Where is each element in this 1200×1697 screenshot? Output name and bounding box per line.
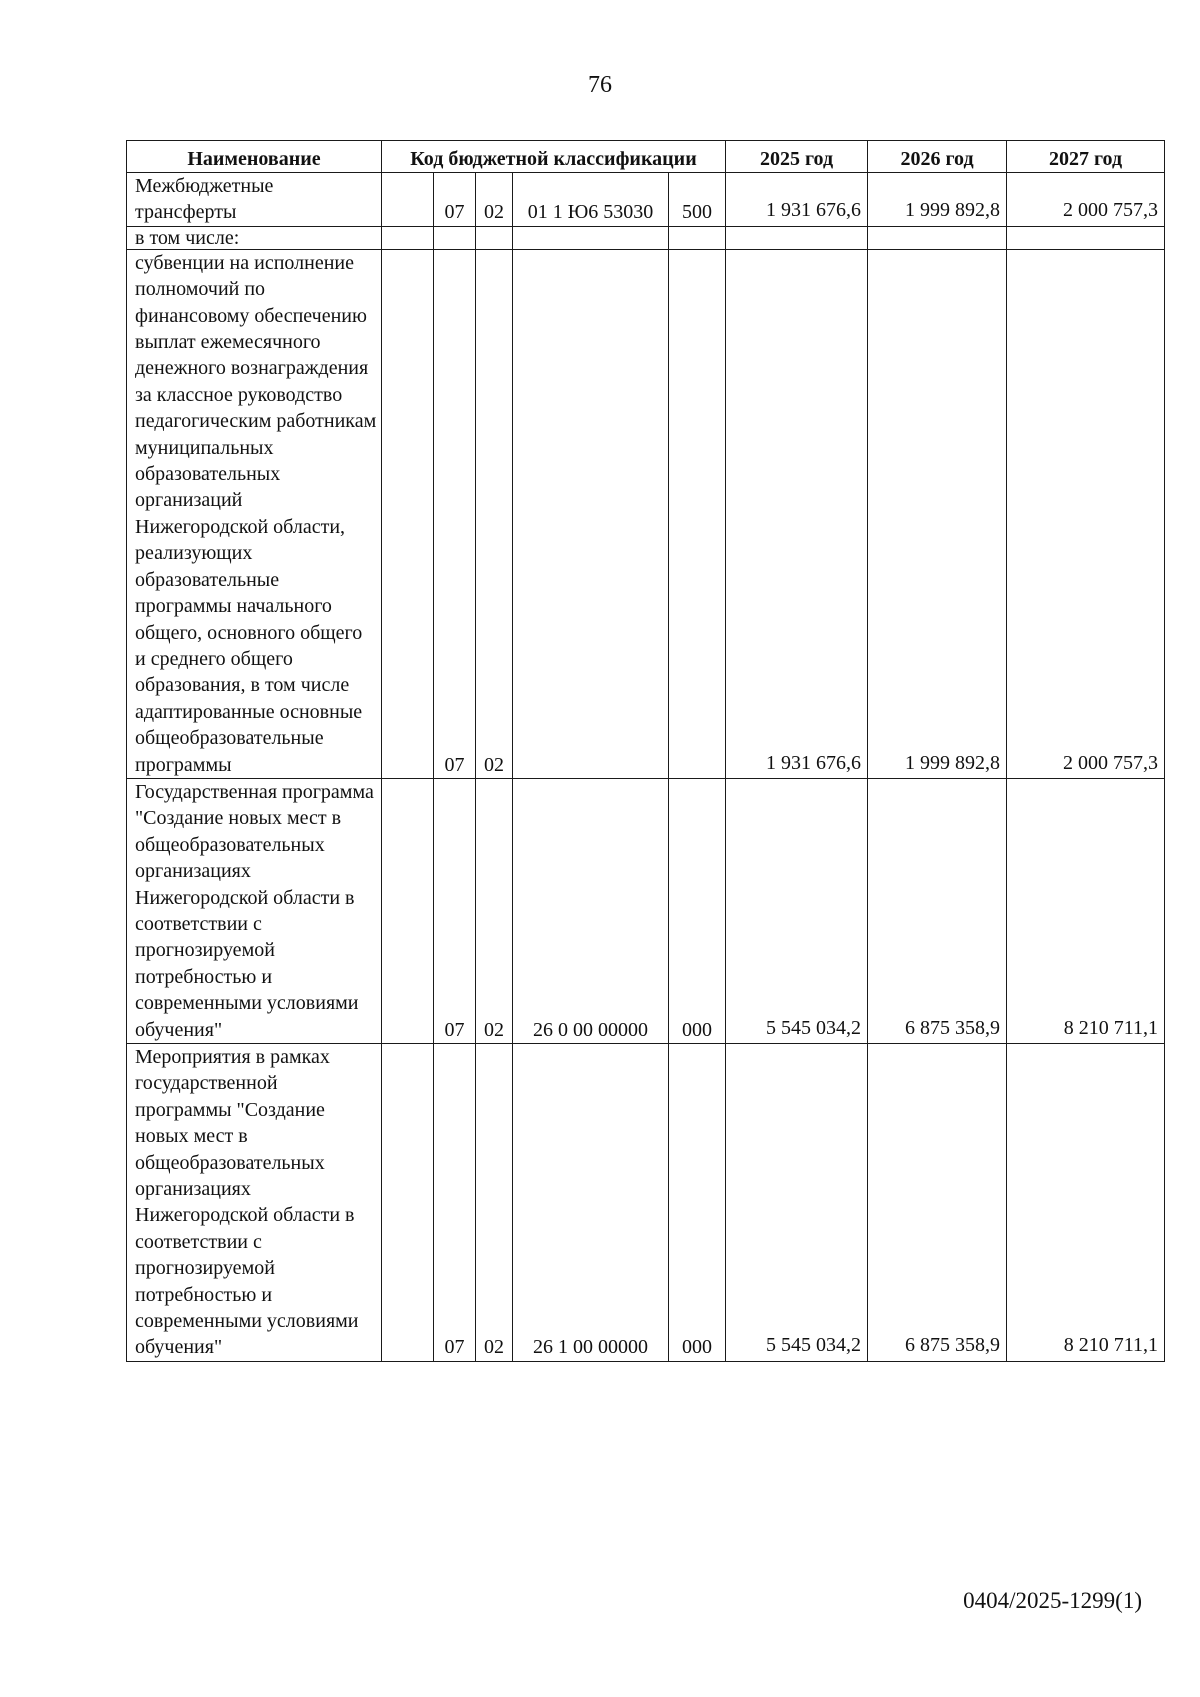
code-section [434,226,476,249]
table-header-row [127,141,1165,173]
code-col-1 [382,249,434,778]
table-row [127,226,1165,249]
code-expense-type [669,249,726,778]
code-col-1 [382,778,434,1043]
header-2026: 2026 год [868,141,1007,173]
code-target-article: 26 0 00 00000 [513,778,669,1043]
value-2026 [868,226,1007,249]
header-code: Код бюджетной классификации [382,141,726,173]
value-2027: 8 210 711,1 [1007,778,1165,1043]
row-name: Мероприятия в рамках государственной программы "Создание новых мест в общеобразовательных организациях Нижегородской области в соответствии с прогнозируемой потребностью и современными условиями обучения" [127,1044,382,1362]
code-expense-type: 500 [669,173,726,227]
row-name: Межбюджетные трансферты [127,173,382,227]
code-target-article [513,226,669,249]
code-expense-type: 000 [669,778,726,1043]
value-2027 [1007,226,1165,249]
code-expense-type [669,226,726,249]
value-2025: 1 931 676,6 [726,173,868,227]
value-2026: 1 999 892,8 [868,173,1007,227]
table-row [127,1044,1165,1362]
code-subsection: 02 [476,249,513,778]
code-col-1 [382,1044,434,1362]
header-2025: 2025 год [726,141,868,173]
code-section: 07 [434,173,476,227]
table-row [127,778,1165,1043]
header-name: Наименование [127,141,382,173]
code-section: 07 [434,249,476,778]
value-2025: 1 931 676,6 [726,249,868,778]
row-name: Государственная программа "Создание новых мест в общеобразовательных организациях Нижегородской области в соответствии с прогнозируемой потребностью и современными условиями обучения" [127,778,382,1043]
code-section: 07 [434,778,476,1043]
code-col-1 [382,226,434,249]
code-expense-type: 000 [669,1044,726,1362]
table-row [127,249,1165,778]
code-section: 07 [434,1044,476,1362]
value-2027: 2 000 757,3 [1007,173,1165,227]
value-2026: 6 875 358,9 [868,1044,1007,1362]
code-subsection: 02 [476,778,513,1043]
value-2025: 5 545 034,2 [726,778,868,1043]
table-row [127,173,1165,227]
page-number: 76 [588,72,612,98]
value-2025: 5 545 034,2 [726,1044,868,1362]
row-name: субвенции на исполнение полномочий по финансовому обеспечению выплат ежемесячного денежного вознаграждения за классное руководство педагогическим работникам муниципальных образовательных организаций Нижегородской области, реализующих образовательные программы начального общего, основного общего и среднего общего образования, в том числе адаптированные основные общеобразовательные программы [127,249,382,778]
value-2026: 6 875 358,9 [868,778,1007,1043]
code-subsection: 02 [476,1044,513,1362]
value-2026: 1 999 892,8 [868,249,1007,778]
code-subsection [476,226,513,249]
header-2027: 2027 год [1007,141,1165,173]
value-2027: 2 000 757,3 [1007,249,1165,778]
value-2025 [726,226,868,249]
budget-table [126,140,1165,1362]
code-target-article [513,249,669,778]
row-name: в том числе: [127,226,382,249]
value-2027: 8 210 711,1 [1007,1044,1165,1362]
code-subsection: 02 [476,173,513,227]
code-target-article: 01 1 Ю6 53030 [513,173,669,227]
code-target-article: 26 1 00 00000 [513,1044,669,1362]
code-col-1 [382,173,434,227]
document-id: 0404/2025-1299(1) [963,1588,1142,1613]
